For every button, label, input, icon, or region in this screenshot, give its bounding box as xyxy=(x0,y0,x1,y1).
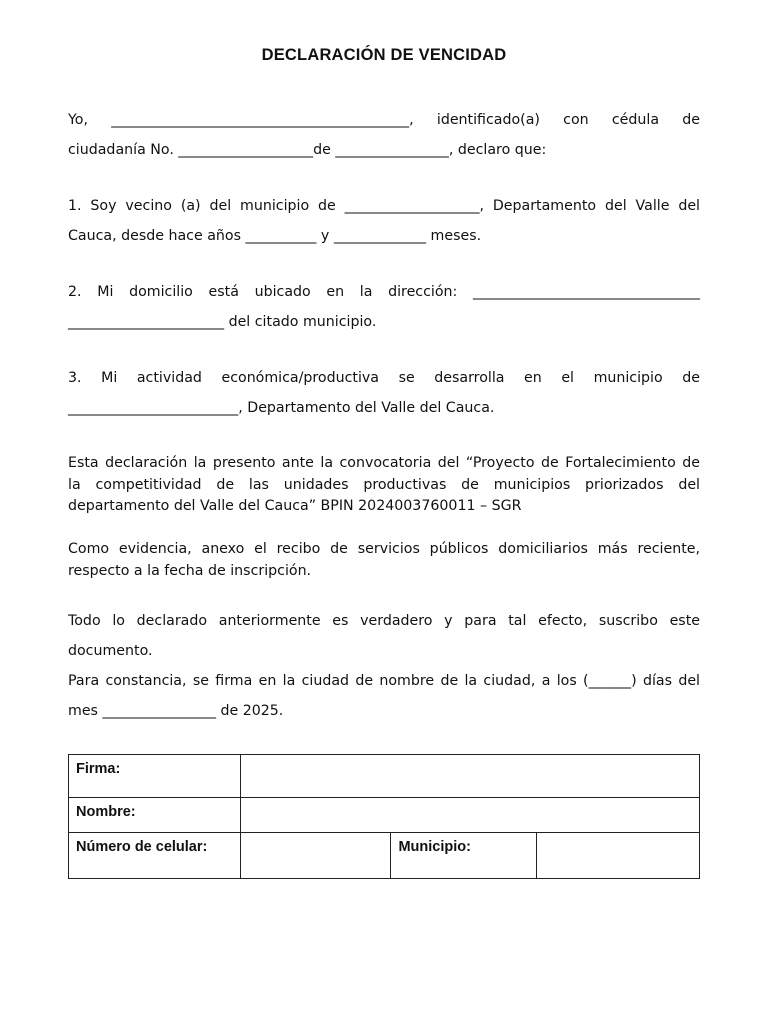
municipio-label: Municipio: xyxy=(391,833,537,879)
firma-row xyxy=(69,755,700,798)
statement-line-3: departamento del Valle del Cauca” BPIN 2024003760011 – SGR xyxy=(68,498,522,514)
item-2-line-1: 2. Mi domicilio está ubicado en la dirección: ________________________________ xyxy=(68,284,700,300)
nombre-row xyxy=(69,798,700,833)
item-3-paragraph xyxy=(68,363,700,423)
celular-field[interactable] xyxy=(240,833,391,879)
item-3-line-2: ________________________, Departamento del Valle del Cauca. xyxy=(68,400,495,416)
evidence-paragraph xyxy=(68,539,700,582)
closing-paragraph xyxy=(68,606,700,726)
municipio-field[interactable] xyxy=(537,833,700,879)
item-3-line-1: 3. Mi actividad económica/productiva se desarrolla en el municipio de xyxy=(68,370,700,386)
closing-line-2: documento. xyxy=(68,643,153,659)
firma-field[interactable] xyxy=(240,755,699,798)
firma-label: Firma: xyxy=(69,755,241,798)
item-1-paragraph xyxy=(68,191,700,251)
evidence-line-1: Como evidencia, anexo el recibo de servicios públicos domiciliarios más reciente, xyxy=(68,541,700,557)
intro-paragraph xyxy=(68,105,700,165)
statement-line-2: la competitividad de las unidades productivas de municipios priorizados del xyxy=(68,476,700,493)
closing-line-3: Para constancia, se firma en la ciudad de nombre de la ciudad, a los (______) días del xyxy=(68,673,700,689)
statement-line-1: Esta declaración la presento ante la convocatoria del “Proyecto de Fortalecimiento de xyxy=(68,455,700,471)
item-2-line-2: ______________________ del citado municipio. xyxy=(68,314,377,330)
item-1-line-1: 1. Soy vecino (a) del municipio de ___________________, Departamento del Valle del xyxy=(68,198,700,214)
intro-line-2: ciudadanía No. ___________________de ________________, declaro que: xyxy=(68,142,547,158)
evidence-line-2: respecto a la fecha de inscripción. xyxy=(68,562,312,579)
nombre-field[interactable] xyxy=(240,798,699,833)
closing-line-4: mes ________________ de 2025. xyxy=(68,703,284,719)
item-2-paragraph xyxy=(68,277,700,337)
signature-form-table xyxy=(68,754,700,879)
closing-line-1: Todo lo declarado anteriormente es verdadero y para tal efecto, suscribo este xyxy=(68,613,700,629)
celular-label: Número de celular: xyxy=(69,833,241,879)
item-1-line-2: Cauca, desde hace años __________ y _____________ meses. xyxy=(68,228,482,244)
intro-line-1: Yo, __________________________________________, identificado(a) con cédula de xyxy=(68,112,700,128)
nombre-label: Nombre: xyxy=(69,798,241,833)
statement-paragraph xyxy=(68,453,700,518)
document-title: DECLARACIÓN DE VENCIDAD xyxy=(261,46,507,64)
celular-municipio-row xyxy=(69,833,700,879)
